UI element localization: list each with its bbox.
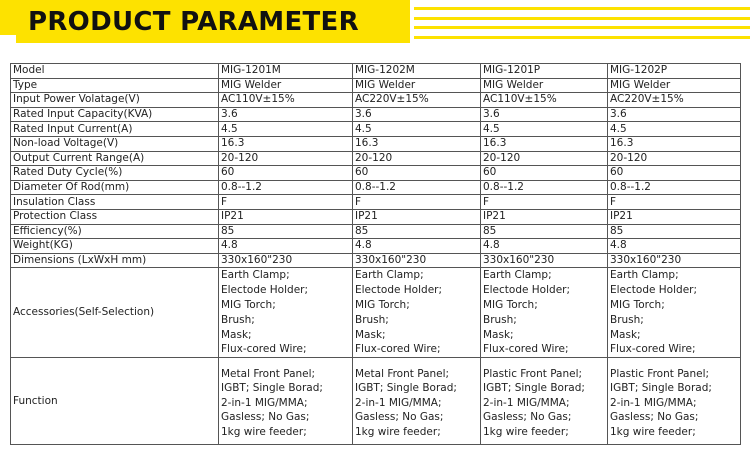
table-cell: 4.8 (481, 239, 608, 254)
table-cell: IP21 (608, 209, 741, 224)
table-cell: MIG-1201M (219, 64, 353, 79)
table-row-function (11, 358, 741, 445)
list-item: Metal Front Panel; (355, 367, 450, 380)
table-cell: 20-120 (219, 151, 353, 166)
table-cell: 60 (219, 166, 353, 181)
table-row (11, 122, 741, 137)
list-item: Gasless; No Gas; (610, 411, 699, 424)
list-item: 1kg wire feeder; (355, 425, 441, 438)
table-row (11, 136, 741, 151)
list-item: Electode Holder; (610, 284, 698, 297)
list-item: Gasless; No Gas; (221, 411, 310, 424)
list-item: Earth Clamp; (610, 269, 679, 282)
list-item: IGBT; Single Borad; (483, 382, 585, 395)
page-title: PRODUCT PARAMETER (28, 7, 359, 37)
list-item: Plastic Front Panel; (610, 367, 710, 380)
function-cell (353, 358, 481, 445)
list-item: Brush; (483, 313, 517, 326)
row-label: Insulation Class (11, 195, 219, 210)
list-item: Mask; (221, 328, 252, 341)
table-cell: 4.5 (608, 122, 741, 137)
row-label: Type (11, 78, 219, 93)
list-item: Metal Front Panel; (221, 367, 316, 380)
row-label: Rated Duty Cycle(%) (11, 166, 219, 181)
list-item: Brush; (355, 313, 389, 326)
table-cell: 3.6 (219, 107, 353, 122)
table-row (11, 78, 741, 93)
table-cell: 16.3 (481, 136, 608, 151)
list-item: IGBT; Single Borad; (610, 382, 712, 395)
table-cell: MIG-1202M (353, 64, 481, 79)
table-cell: 0.8--1.2 (219, 180, 353, 195)
banner-stripe (414, 17, 750, 20)
list-item: Earth Clamp; (221, 269, 290, 282)
list-item: Plastic Front Panel; (483, 367, 583, 380)
list-item: 2-in-1 MIG/MMA; (483, 396, 570, 409)
table-cell: MIG-1202P (608, 64, 741, 79)
table-cell: MIG-1201P (481, 64, 608, 79)
table-cell: 85 (481, 224, 608, 239)
banner-stripe (414, 26, 750, 29)
table-cell: 330x160"230 (608, 253, 741, 268)
table-cell: F (219, 195, 353, 210)
function-cell (219, 358, 353, 445)
table-row (11, 195, 741, 210)
list-item: 1kg wire feeder; (483, 425, 569, 438)
row-label: Function (11, 358, 219, 445)
table-cell: IP21 (481, 209, 608, 224)
table-cell: MIG Welder (219, 78, 353, 93)
table-cell: 330x160"230 (481, 253, 608, 268)
list-item: Mask; (483, 328, 514, 341)
row-label: Protection Class (11, 209, 219, 224)
table-row (11, 64, 741, 79)
table-cell: 4.8 (608, 239, 741, 254)
function-cell (481, 358, 608, 445)
list-item: Mask; (355, 328, 386, 341)
table-row-accessories (11, 268, 741, 358)
table-cell: 16.3 (353, 136, 481, 151)
table-cell: 3.6 (353, 107, 481, 122)
row-label: Rated Input Current(A) (11, 122, 219, 137)
row-label: Non-load Voltage(V) (11, 136, 219, 151)
table-cell: IP21 (219, 209, 353, 224)
table-cell: 330x160"230 (219, 253, 353, 268)
table-cell: 3.6 (608, 107, 741, 122)
list-item: Brush; (610, 313, 644, 326)
table-row (11, 166, 741, 181)
banner-stripe (414, 7, 750, 10)
row-label: Dimensions (LxWxH mm) (11, 253, 219, 268)
list-item: MIG Torch; (221, 298, 276, 311)
table-cell: MIG Welder (353, 78, 481, 93)
list-item: MIG Torch; (610, 298, 665, 311)
list-item: Mask; (610, 328, 641, 341)
table-cell: 3.6 (481, 107, 608, 122)
table-cell: 4.5 (219, 122, 353, 137)
list-item: Gasless; No Gas; (483, 411, 572, 424)
table-cell: 85 (608, 224, 741, 239)
table-cell: 4.5 (353, 122, 481, 137)
list-item: 2-in-1 MIG/MMA; (221, 396, 308, 409)
list-item: Flux-cored Wire; (610, 343, 696, 356)
list-item: IGBT; Single Borad; (355, 382, 457, 395)
accessories-cell (353, 268, 481, 358)
list-item: Electode Holder; (355, 284, 443, 297)
table-cell: IP21 (353, 209, 481, 224)
row-label: Input Power Volatage(V) (11, 93, 219, 108)
table-cell: AC110V±15% (481, 93, 608, 108)
table-row (11, 151, 741, 166)
table-cell: F (608, 195, 741, 210)
table-cell: 4.8 (353, 239, 481, 254)
table-cell: 16.3 (608, 136, 741, 151)
row-label: Efficiency(%) (11, 224, 219, 239)
list-item: 2-in-1 MIG/MMA; (610, 396, 697, 409)
table-row (11, 239, 741, 254)
table-cell: 60 (481, 166, 608, 181)
table-cell: 0.8--1.2 (481, 180, 608, 195)
row-label: Model (11, 64, 219, 79)
row-label: Accessories(Self-Selection) (11, 268, 219, 358)
table-row (11, 253, 741, 268)
list-item: Flux-cored Wire; (355, 343, 441, 356)
banner-stripe (414, 36, 750, 39)
banner-notch (0, 35, 16, 43)
list-item: Gasless; No Gas; (355, 411, 444, 424)
table-row (11, 93, 741, 108)
table-row (11, 209, 741, 224)
accessories-cell (608, 268, 741, 358)
table-row (11, 224, 741, 239)
list-item: Earth Clamp; (355, 269, 424, 282)
table-cell: AC220V±15% (608, 93, 741, 108)
list-item: 2-in-1 MIG/MMA; (355, 396, 442, 409)
list-item: MIG Torch; (483, 298, 538, 311)
table-cell: 0.8--1.2 (608, 180, 741, 195)
table-cell: MIG Welder (481, 78, 608, 93)
table-cell: 85 (219, 224, 353, 239)
table-cell: 85 (353, 224, 481, 239)
table-cell: 20-120 (353, 151, 481, 166)
table-cell: 20-120 (481, 151, 608, 166)
function-cell (608, 358, 741, 445)
table-row (11, 180, 741, 195)
table-cell: AC110V±15% (219, 93, 353, 108)
table-cell: 4.8 (219, 239, 353, 254)
table-cell: 20-120 (608, 151, 741, 166)
list-item: 1kg wire feeder; (221, 425, 307, 438)
list-item: Flux-cored Wire; (483, 343, 569, 356)
list-item: IGBT; Single Borad; (221, 382, 323, 395)
table-cell: F (353, 195, 481, 210)
list-item: MIG Torch; (355, 298, 410, 311)
table-row (11, 107, 741, 122)
table-cell: 16.3 (219, 136, 353, 151)
list-item: Earth Clamp; (483, 269, 552, 282)
table-cell: 330x160"230 (353, 253, 481, 268)
list-item: Electode Holder; (483, 284, 571, 297)
row-label: Rated Input Capacity(KVA) (11, 107, 219, 122)
table-cell: 4.5 (481, 122, 608, 137)
list-item: 1kg wire feeder; (610, 425, 696, 438)
row-label: Weight(KG) (11, 239, 219, 254)
table-cell: MIG Welder (608, 78, 741, 93)
accessories-cell (219, 268, 353, 358)
table-cell: AC220V±15% (353, 93, 481, 108)
table-cell: 60 (353, 166, 481, 181)
parameter-table-body (11, 64, 741, 445)
row-label: Diameter Of Rod(mm) (11, 180, 219, 195)
list-item: Electode Holder; (221, 284, 309, 297)
row-label: Output Current Range(A) (11, 151, 219, 166)
accessories-cell (481, 268, 608, 358)
parameter-table (10, 63, 741, 445)
table-cell: F (481, 195, 608, 210)
table-cell: 0.8--1.2 (353, 180, 481, 195)
header-banner (0, 0, 750, 50)
list-item: Flux-cored Wire; (221, 343, 307, 356)
table-cell: 60 (608, 166, 741, 181)
list-item: Brush; (221, 313, 255, 326)
